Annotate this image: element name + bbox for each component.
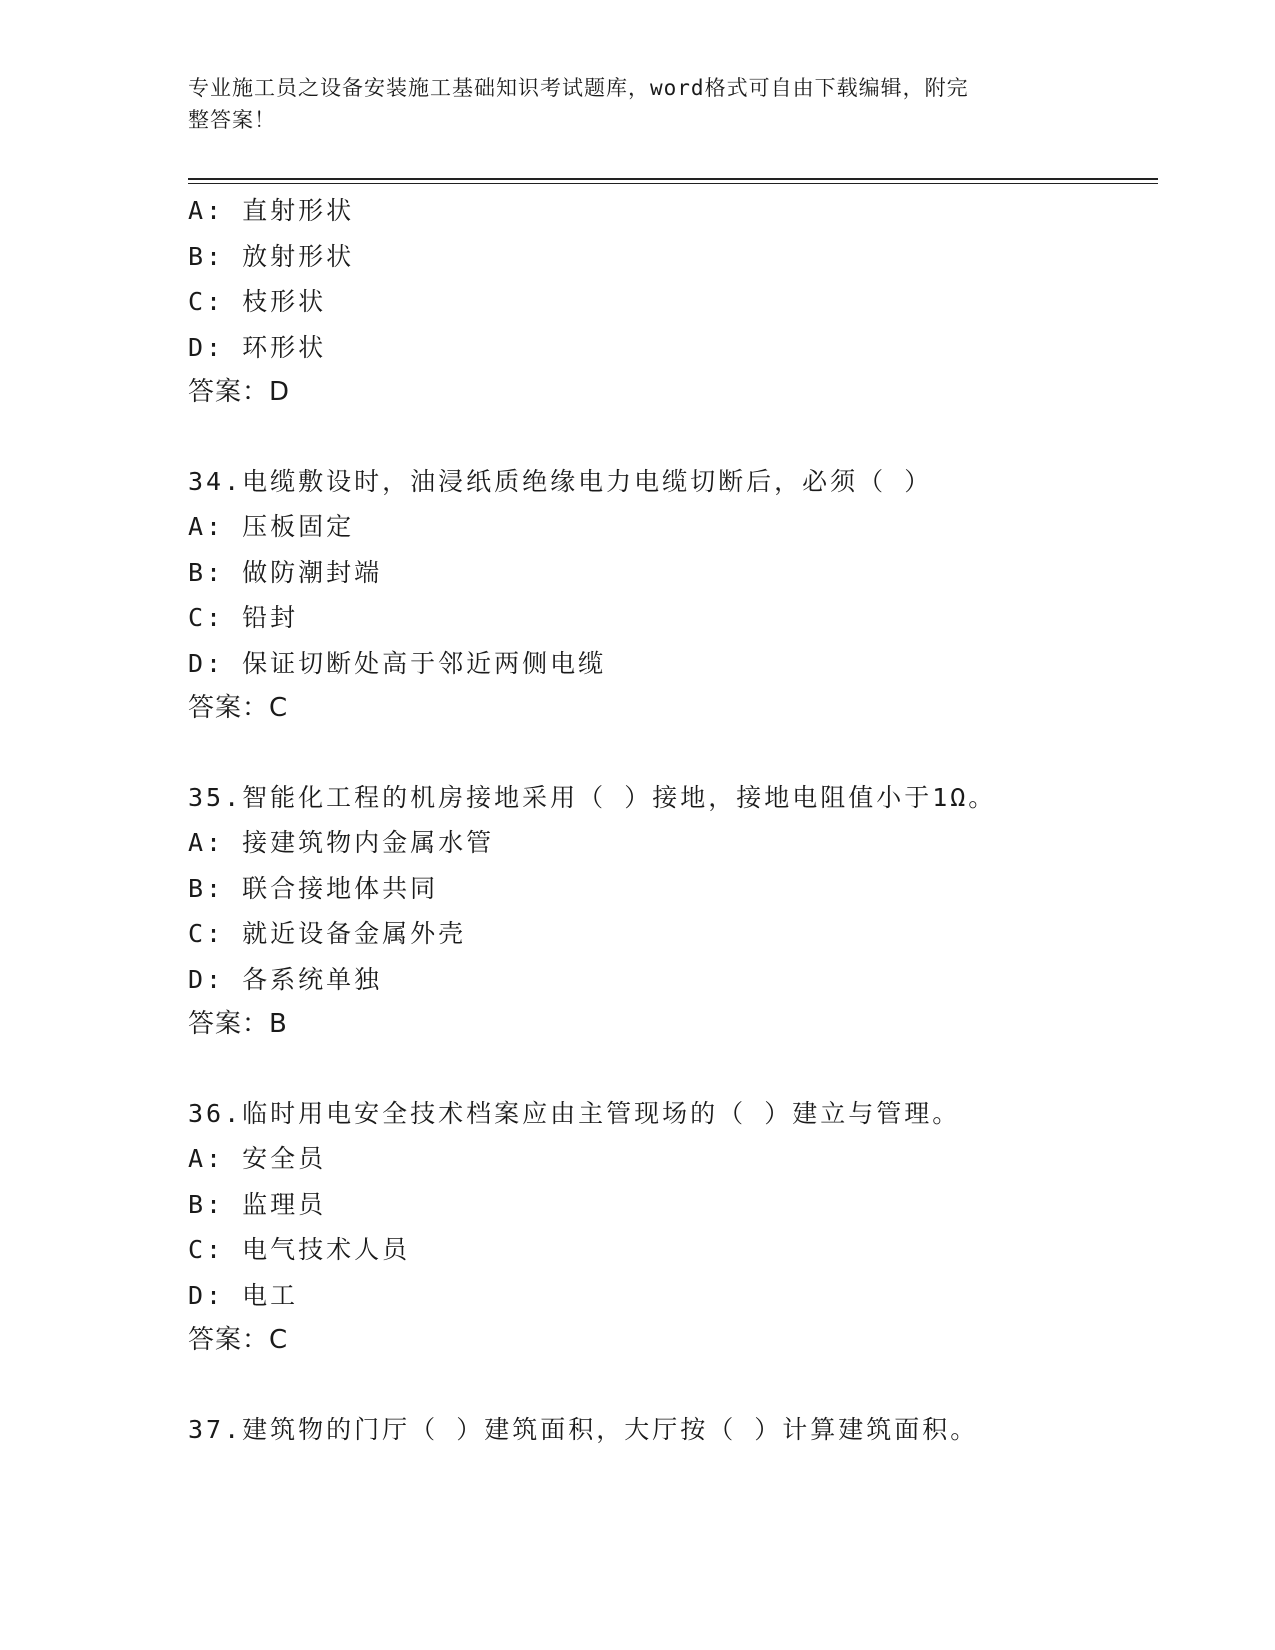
question-stem: 36.临时用电安全技术档案应由主管现场的（ ）建立与管理。 [188, 1098, 961, 1128]
option-b: B: 监理员 [188, 1189, 327, 1219]
answer-line: 答案：C [188, 693, 289, 723]
option-c: C: 就近设备金属外壳 [188, 919, 467, 948]
option-b: B: 放射形状 [188, 241, 355, 271]
spacer [188, 416, 1148, 459]
option-c: C: 铅封 [188, 603, 299, 632]
option-a: A: 直射形状 [188, 196, 355, 225]
question-block-continued [188, 188, 1148, 416]
header-rule-thick [188, 178, 1158, 180]
question-stem: 34.电缆敷设时，油浸纸质绝缘电力电缆切断后，必须（ ） [188, 466, 933, 496]
header-rule-thin [188, 183, 1158, 184]
option-b: B: 联合接地体共同 [188, 873, 439, 903]
header-line-2: 整答案！ [188, 108, 276, 132]
option-d: D: 各系统单独 [188, 964, 383, 994]
question-stem: 35.智能化工程的机房接地采用（ ）接地，接地电阻值小于1Ω。 [188, 782, 997, 812]
question-block-34 [188, 459, 1148, 732]
option-d: D: 电工 [188, 1280, 299, 1310]
document-header [188, 72, 1068, 136]
spacer [188, 732, 1148, 775]
answer-line: 答案：B [188, 1009, 288, 1039]
question-stem: 37.建筑物的门厅（ ）建筑面积，大厅按（ ）计算建筑面积。 [188, 1414, 979, 1444]
option-a: A: 接建筑物内金属水管 [188, 828, 495, 857]
answer-line: 答案：D [188, 377, 291, 407]
spacer [188, 1048, 1148, 1091]
question-list [188, 188, 1148, 1452]
option-d: D: 环形状 [188, 332, 327, 362]
answer-line: 答案：C [188, 1325, 289, 1355]
question-block-36 [188, 1091, 1148, 1364]
question-block-37 [188, 1407, 1148, 1453]
option-c: C: 枝形状 [188, 287, 327, 316]
header-line-1: 专业施工员之设备安装施工基础知识考试题库，word格式可自由下载编辑，附完 [188, 76, 969, 100]
option-a: A: 安全员 [188, 1144, 327, 1173]
option-b: B: 做防潮封端 [188, 557, 383, 587]
option-a: A: 压板固定 [188, 512, 355, 541]
option-c: C: 电气技术人员 [188, 1235, 411, 1264]
spacer [188, 1364, 1148, 1407]
option-d: D: 保证切断处高于邻近两侧电缆 [188, 648, 607, 678]
question-block-35 [188, 775, 1148, 1048]
